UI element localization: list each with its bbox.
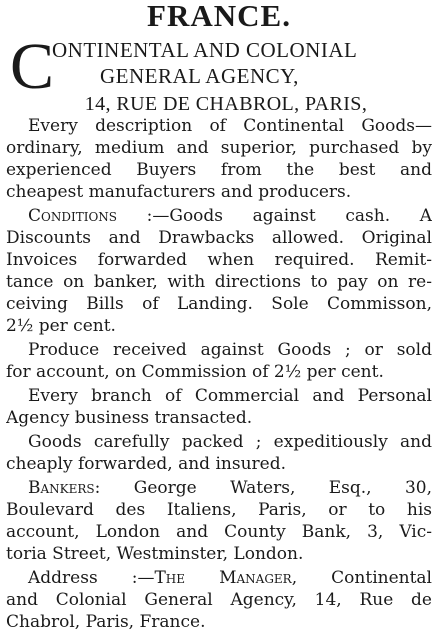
text-line: Boulevard des Italiens, Paris, or to his	[6, 500, 432, 520]
conditions-paragraph	[6, 205, 432, 337]
text-line: ordinary, medium and superior, purchased by	[6, 138, 432, 158]
text-line: Every description of Continental Goods—	[28, 116, 432, 136]
conditions-text: :—Goods against cash. A	[117, 206, 432, 226]
text-line: 2½ per cent.	[6, 316, 116, 336]
text-line: Discounts and Drawbacks allowed. Original	[6, 228, 432, 248]
text-line: account, London and County Bank, 3, Vic-	[6, 522, 432, 542]
text-line	[6, 477, 432, 499]
text-line: cheapest manufacturers and producers.	[6, 182, 352, 202]
bankers-text: : George Waters, Esq., 30,	[94, 478, 432, 498]
text-line: for account, on Commission of 2½ per cent.	[6, 362, 384, 382]
text-line: Invoices forwarded when required. Remit-	[6, 250, 432, 270]
description-paragraph	[6, 115, 432, 203]
bankers-label: Bankers	[28, 478, 95, 498]
text-line: Goods carefully packed ; expeditiously and	[28, 432, 432, 452]
text-line: Chabrol, Paris, France.	[6, 612, 206, 632]
conditions-label: Conditions	[28, 206, 118, 226]
text-line: Every branch of Commercial and Personal	[28, 386, 432, 406]
text-line: tance on banker, with directions to pay on re-	[6, 272, 432, 292]
text-line: Produce received against Goods ; or sold	[28, 340, 432, 360]
drop-cap: C	[10, 30, 55, 103]
text-line: toria Street, Westminster, London.	[6, 544, 304, 564]
text-line: Agency business transacted.	[6, 408, 253, 428]
country-heading: FRANCE.	[147, 0, 291, 33]
produce-paragraph	[6, 339, 432, 383]
packing-paragraph	[6, 431, 432, 475]
text-line: and Colonial General Agency, 14, Rue de	[6, 590, 432, 610]
contact-text: , Continental	[291, 568, 432, 588]
agency-name-line-2: GENERAL AGENCY,	[100, 64, 299, 88]
agency-address: 14, RUE DE CHABROL, PARIS,	[84, 93, 368, 115]
contact-paragraph	[6, 567, 432, 633]
text-line	[6, 567, 432, 589]
bankers-paragraph	[6, 477, 432, 565]
text-line: cheaply forwarded, and insured.	[6, 454, 286, 474]
agency-masthead	[6, 30, 432, 103]
contact-prefix: Address :—	[28, 568, 155, 588]
agency-name-line-1: ONTINENTAL AND COLONIAL	[52, 38, 358, 62]
text-line: experienced Buyers from the best and	[6, 160, 432, 180]
text-line: ceiving Bills of Landing. Sole Commisson,	[6, 294, 432, 314]
agency-paragraph	[6, 385, 432, 429]
text-line	[6, 205, 432, 227]
contact-label: The Manager	[154, 568, 292, 588]
